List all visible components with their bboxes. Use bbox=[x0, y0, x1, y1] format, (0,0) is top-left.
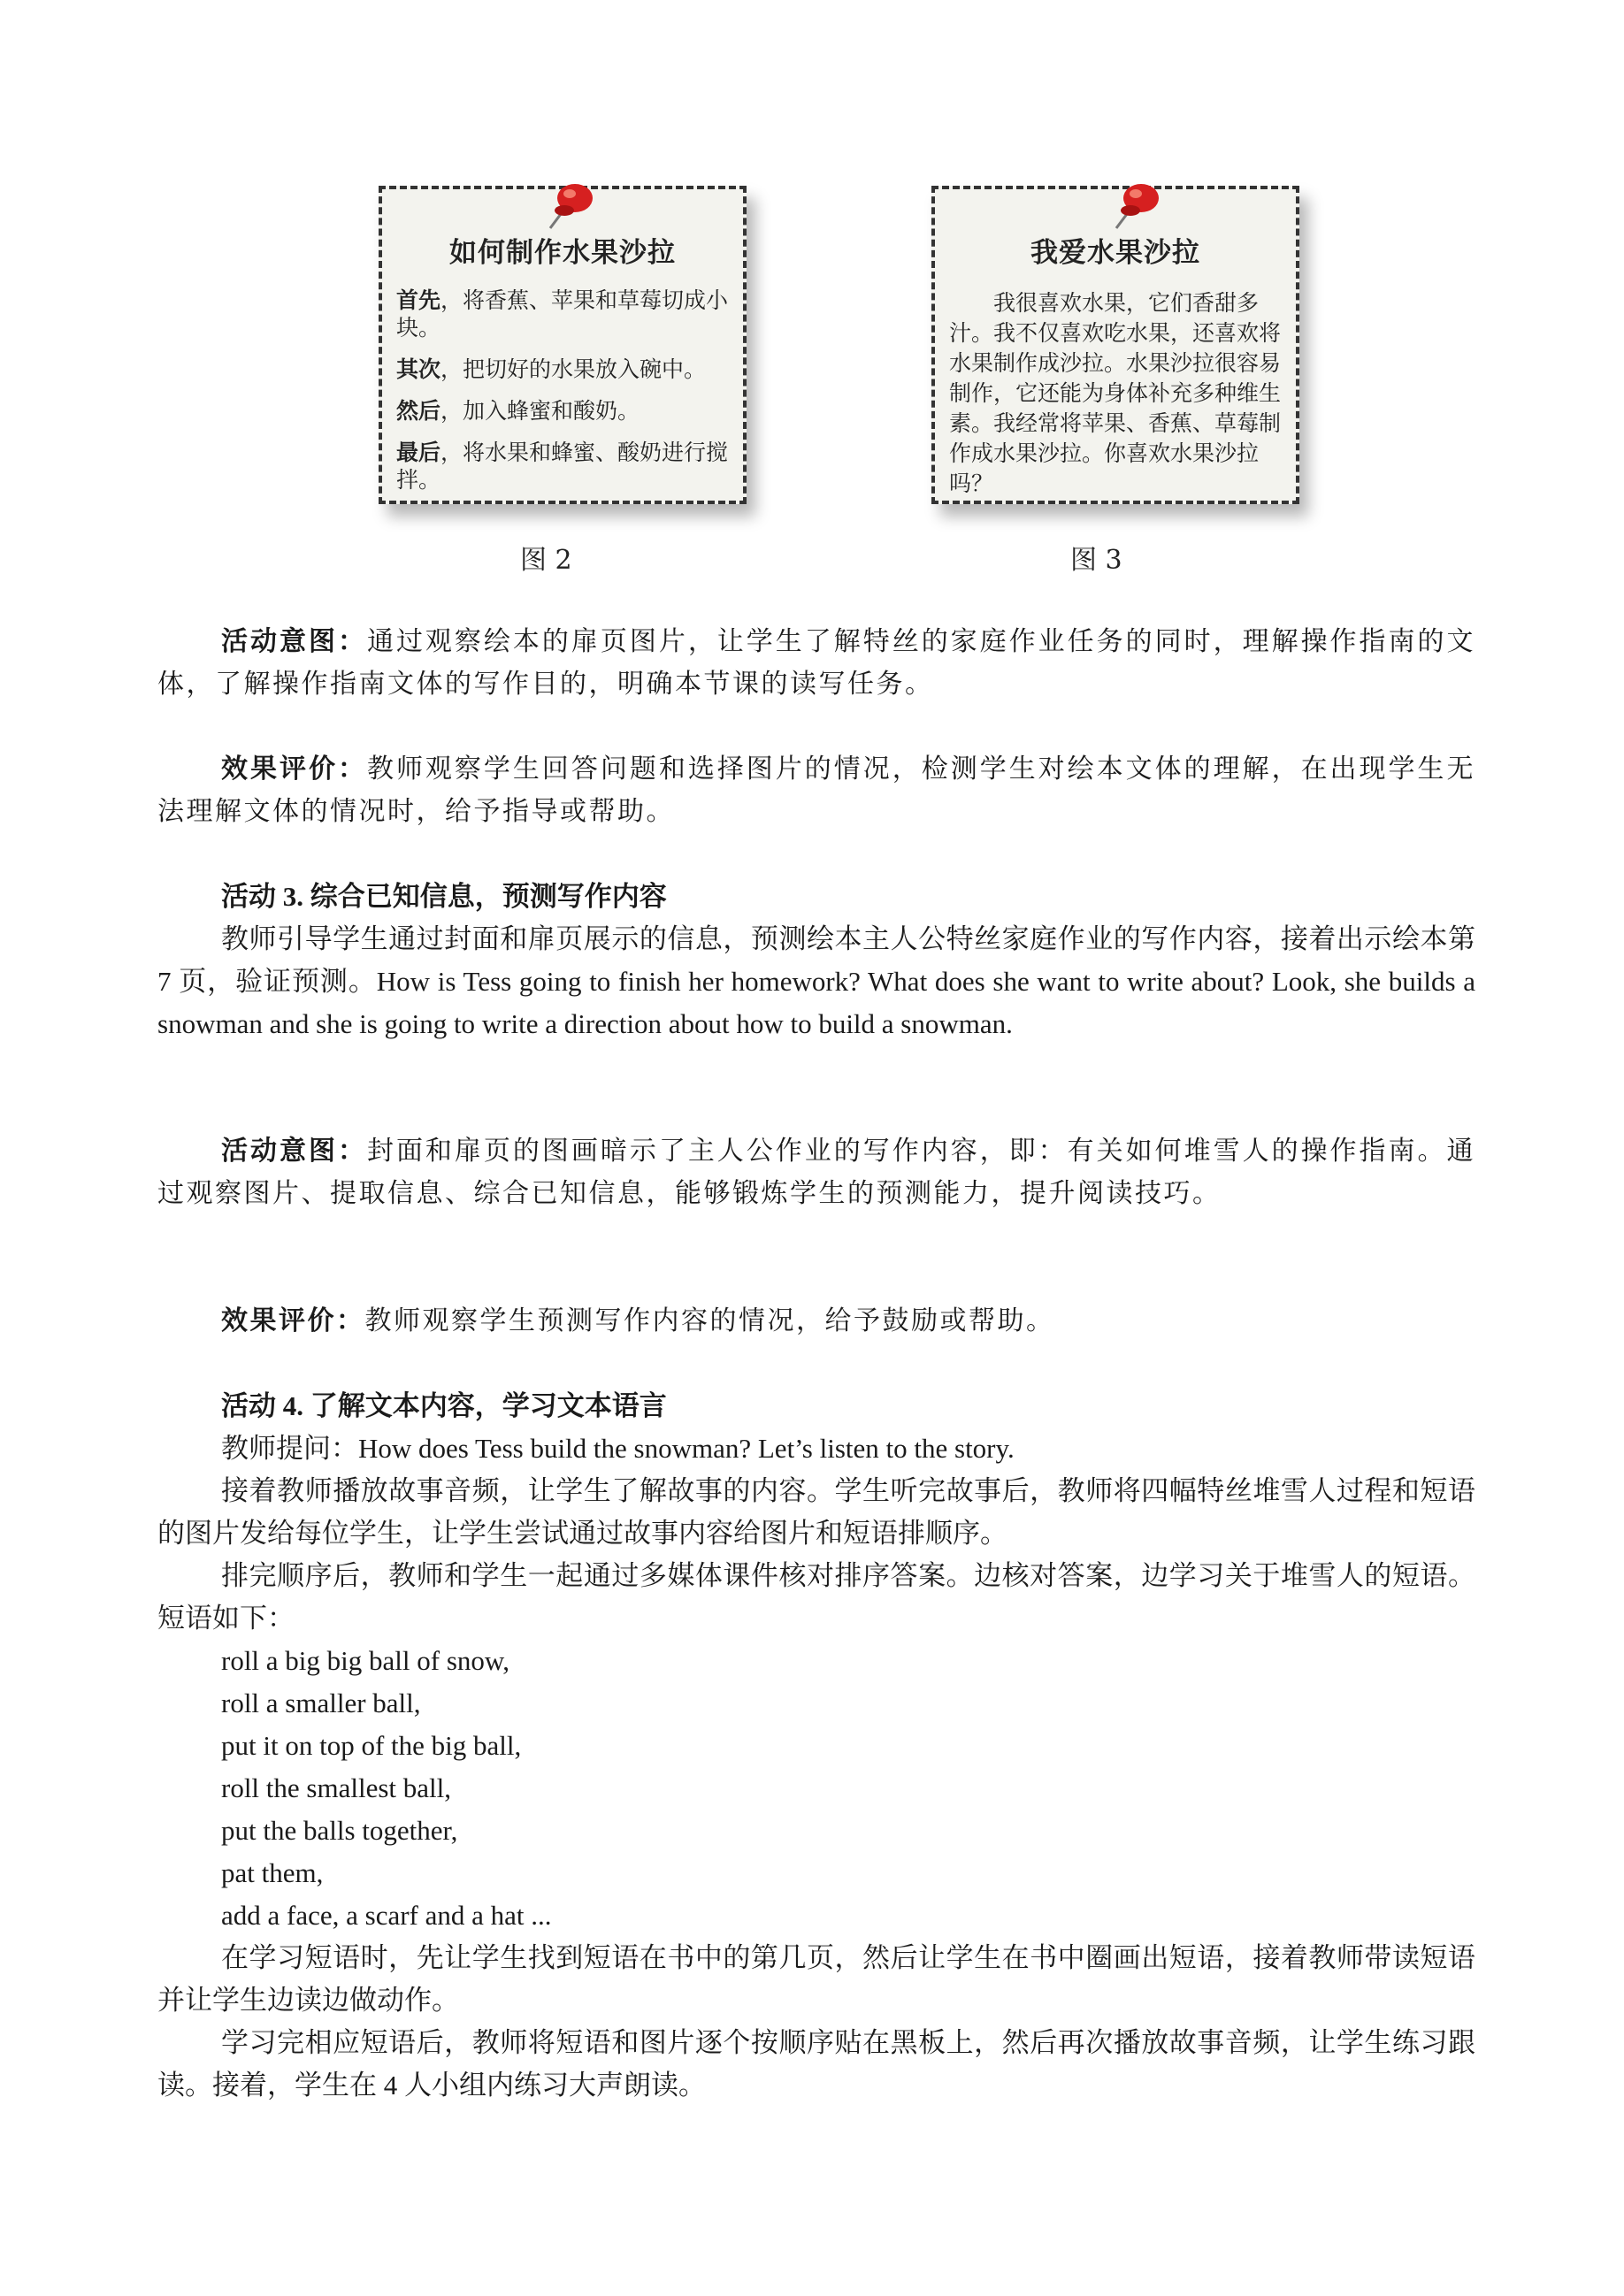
evaluation-paragraph-1 bbox=[157, 748, 1475, 833]
figure-3-text: 我很喜欢水果，它们香甜多汁。我不仅喜欢吃水果，还喜欢将水果制作成沙拉。水果沙拉很容易制作，它还能为身体补充多种维生素。我经常将苹果、香蕉、草莓制作成水果沙拉。你喜欢水果沙拉吗？ bbox=[949, 290, 1282, 496]
activity-4-heading: 活动 4. 了解文本内容，学习文本语言 bbox=[221, 1390, 667, 1421]
evaluation-text: 教师观察学生预测写作内容的情况，给予鼓励或帮助。 bbox=[364, 1305, 1055, 1336]
figure-2-steps bbox=[396, 287, 731, 508]
phrase-item: put it on top of the big ball, bbox=[221, 1730, 522, 1761]
activity-4-question: 教师提问：How does Tess build the snowman? Let’s listen to the story. bbox=[221, 1433, 1015, 1464]
pushpin-icon bbox=[541, 172, 603, 233]
phrase-item: roll a smaller ball, bbox=[221, 1688, 421, 1718]
figure-2-title: 如何制作水果沙拉 bbox=[449, 237, 676, 269]
activity-3-section bbox=[157, 876, 1475, 1045]
activity-3-text: 教师引导学生通过封面和扉页展示的信息，预测绘本主人公特丝家庭作业的写作内容，接着出示绘本第 7 页，验证预测。How is Tess going to finish her homework? What does she want to write about? Look, she builds a snowman and she is going to write a direction about how to build a snowman. bbox=[157, 923, 1475, 1039]
figure-3-caption: 图 3 bbox=[1070, 545, 1122, 576]
activity-4-paragraph: 在学习短语时，先让学生找到短语在书中的第几页，然后让学生在书中圈画出短语，接着教师带读短语并让学生边读边做动作。 bbox=[157, 1942, 1475, 2016]
step-item: 最后，将水果和蜂蜜、酸奶进行搅拌。 bbox=[396, 440, 729, 493]
figure-2-caption: 图 2 bbox=[520, 545, 572, 576]
activity-4-paragraph: 学习完相应短语后，教师将短语和图片逐个按顺序贴在黑板上，然后再次播放故事音频，让学生练习跟读。接着，学生在 4 人小组内练习大声朗读。 bbox=[157, 2027, 1475, 2101]
figure-2-note bbox=[379, 186, 747, 504]
evaluation-paragraph-3 bbox=[157, 1300, 1475, 1343]
activity-4-paragraph: 排完顺序后，教师和学生一起通过多媒体课件核对排序答案。边核对答案，边学习关于堆雪人的短语。短语如下： bbox=[157, 1560, 1475, 1634]
phrase-item: put the balls together, bbox=[221, 1815, 458, 1846]
activity-4-section bbox=[157, 1385, 1475, 2107]
phrase-item: pat them, bbox=[221, 1857, 324, 1888]
step-item: 首先，将香蕉、苹果和草莓切成小块。 bbox=[396, 287, 729, 341]
intent-paragraph-1 bbox=[157, 621, 1475, 706]
evaluation-label: 效果评价： bbox=[221, 754, 367, 784]
evaluation-text: 教师观察学生回答问题和选择图片的情况，检测学生对绘本文体的理解，在出现学生无法理解文体的情况时，给予指导或帮助。 bbox=[157, 754, 1476, 827]
activity-3-heading: 活动 3. 综合已知信息，预测写作内容 bbox=[221, 881, 667, 912]
activity-4-paragraph: 接着教师播放故事音频，让学生了解故事的内容。学生听完故事后，教师将四幅特丝堆雪人过程和短语的图片发给每位学生，让学生尝试通过故事内容给图片和短语排顺序。 bbox=[157, 1475, 1475, 1549]
phrase-item: add a face, a scarf and a hat ... bbox=[221, 1900, 552, 1931]
pushpin-icon bbox=[1107, 172, 1169, 233]
figure-3-title: 我爱水果沙拉 bbox=[1030, 237, 1200, 269]
phrase-item: roll a big big ball of snow, bbox=[221, 1645, 510, 1676]
figure-3-note bbox=[931, 186, 1299, 504]
step-item: 其次，把切好的水果放入碗中。 bbox=[396, 356, 707, 382]
phrase-item: roll the smallest ball, bbox=[221, 1772, 452, 1803]
intent-text: 封面和扉页的图画暗示了主人公作业的写作内容，即：有关如何堆雪人的操作指南。通过观察图片、提取信息、综合已知信息，能够锻炼学生的预测能力，提升阅读技巧。 bbox=[157, 1136, 1476, 1209]
intent-label: 活动意图： bbox=[221, 626, 367, 657]
intent-paragraph-3 bbox=[157, 1130, 1475, 1215]
evaluation-label: 效果评价： bbox=[221, 1305, 365, 1336]
intent-text: 通过观察绘本的扉页图片，让学生了解特丝的家庭作业任务的同时，理解操作指南的文体，了解操作指南文体的写作目的，明确本节课的读写任务。 bbox=[157, 626, 1476, 700]
intent-label: 活动意图： bbox=[221, 1136, 367, 1167]
step-item: 然后，加入蜂蜜和酸奶。 bbox=[396, 398, 640, 424]
